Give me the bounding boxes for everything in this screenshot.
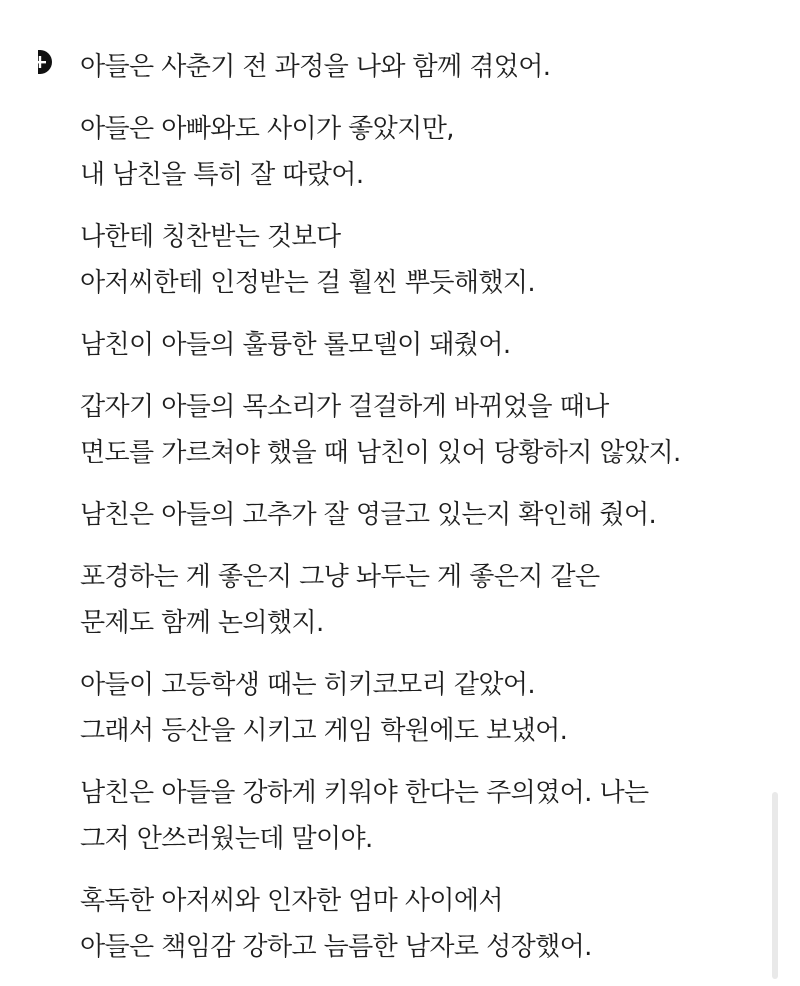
text-line: 남친은 아들의 고추가 잘 영글고 있는지 확인해 줬어. xyxy=(80,500,657,530)
paragraph xyxy=(80,662,770,754)
text-line: 면도를 가르쳐야 했을 때 남친이 있어 당황하지 않았지. xyxy=(80,438,681,468)
text-line: 아들은 사춘기 전 과정을 나와 함께 겪었어. xyxy=(80,52,551,82)
post-body xyxy=(80,44,770,986)
text-line: 나한테 칭찬받는 것보다 xyxy=(80,222,341,252)
paragraph xyxy=(80,492,770,538)
paragraph xyxy=(80,770,770,862)
text-line: 그래서 등산을 시키고 게임 학원에도 보냈어. xyxy=(80,716,568,746)
text-line: 아들이 고등학생 때는 히키코모리 같았어. xyxy=(80,670,536,700)
text-line: 내 남친을 특히 잘 따랐어. xyxy=(80,160,364,190)
paragraph xyxy=(80,384,770,476)
text-line: 포경하는 게 좋은지 그냥 놔두는 게 좋은지 같은 xyxy=(80,562,600,592)
text-line: 남친이 아들의 훌륭한 롤모델이 돼줬어. xyxy=(80,330,511,360)
text-line: 남친은 아들을 강하게 키워야 한다는 주의였어. 나는 xyxy=(80,778,649,808)
text-line: 혹독한 아저씨와 인자한 엄마 사이에서 xyxy=(80,886,503,916)
paragraph xyxy=(80,878,770,970)
text-line: 문제도 함께 논의했지. xyxy=(80,608,324,638)
text-line: 아들은 책임감 강하고 늠름한 남자로 성장했어. xyxy=(80,932,592,962)
paragraph xyxy=(80,106,770,198)
paragraph xyxy=(80,554,770,646)
scrollbar[interactable] xyxy=(772,792,778,979)
paragraph xyxy=(80,44,770,90)
text-line: 갑자기 아들의 목소리가 걸걸하게 바뀌었을 때나 xyxy=(80,392,609,422)
plus-circle-icon xyxy=(38,48,60,76)
paragraph xyxy=(80,322,770,368)
text-line: 그저 안쓰러웠는데 말이야. xyxy=(80,824,373,854)
expand-button[interactable] xyxy=(38,48,60,76)
text-line: 아저씨한테 인정받는 걸 훨씬 뿌듯해했지. xyxy=(80,268,536,298)
paragraph xyxy=(80,214,770,306)
text-line: 아들은 아빠와도 사이가 좋았지만, xyxy=(80,114,454,144)
